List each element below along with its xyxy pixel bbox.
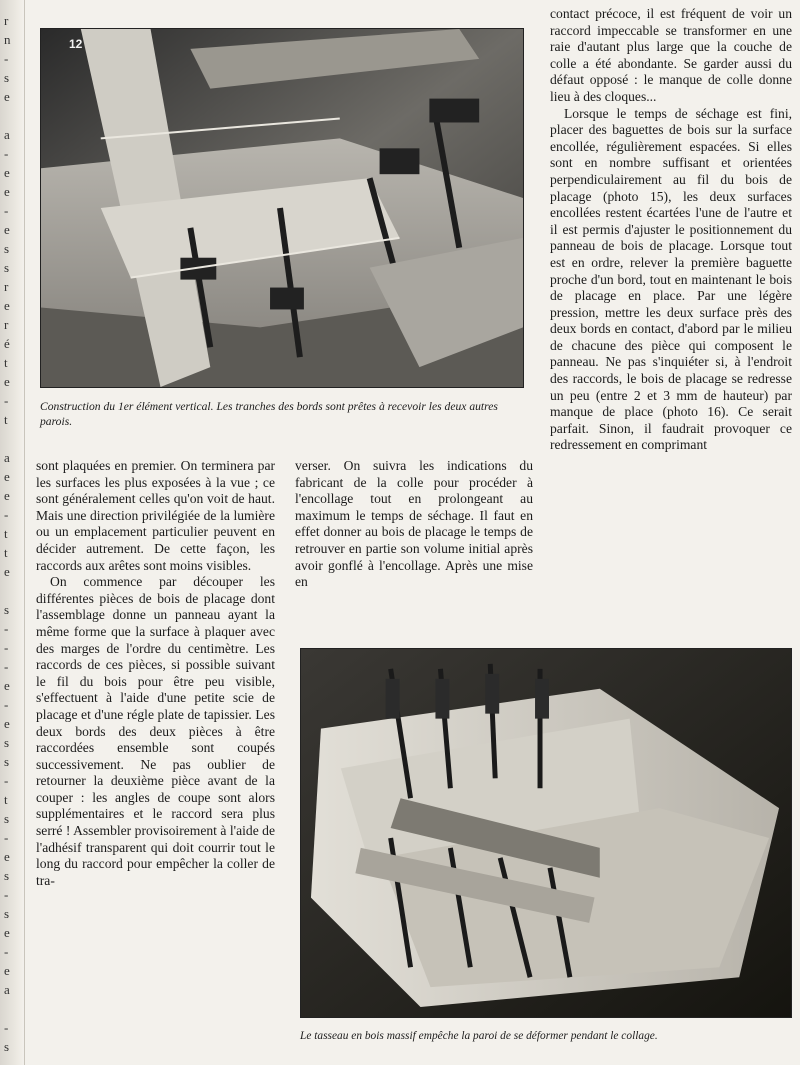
margin-fragment: a [4, 127, 10, 142]
margin-fragment: r [4, 13, 9, 28]
margin-fragment: - [4, 146, 9, 161]
margin-fragment: s [4, 1039, 10, 1054]
margin-fragment: s [4, 735, 10, 750]
margin-fragment: - [4, 887, 9, 902]
paragraph: verser. On suivra les indications du fabricant de la colle pour procéder à l'encollage tout en prolongeant au maximum le temps de séchage. Il faut en effet donner au bois de placage le temps de retrouver en partie son volume initial après avoir gonflé à l'encollage. Après une mise en [295, 458, 533, 590]
margin-fragment: s [4, 868, 10, 883]
margin-fragment: t [4, 545, 8, 560]
margin-fragment: r [4, 279, 9, 294]
margin-fragment: - [4, 203, 9, 218]
margin-fragment: é [4, 336, 10, 351]
margin-fragment: t [4, 355, 8, 370]
margin-fragment: - [4, 659, 9, 674]
photo-batten-clamping [300, 648, 792, 1018]
margin-fragment: - [4, 830, 9, 845]
margin-fragment: e [4, 564, 10, 579]
clamped-box-photo [301, 649, 791, 1017]
margin-fragment: - [4, 944, 9, 959]
margin-fragment: - [4, 621, 9, 636]
margin-fragment: - [4, 51, 9, 66]
paragraph: contact précoce, il est fréquent de voir un raccord impeccable se transformer en une raie d'autant plus large que la couche de colle a été abondante. Se garder aussi du défaut opposé : le manque de colle donne lieu à des cloques... [550, 6, 792, 104]
margin-fragment: e [4, 963, 10, 978]
margin-fragment: r [4, 317, 9, 332]
margin-fragment: - [4, 640, 9, 655]
margin-fragment: - [4, 1020, 9, 1035]
margin-fragment: e [4, 716, 10, 731]
margin-fragment: s [4, 906, 10, 921]
left-page-edge [0, 0, 25, 1065]
margin-fragment: s [4, 241, 10, 256]
margin-fragment: s [4, 754, 10, 769]
paragraph: Lorsque le temps de séchage est fini, placer des baguettes de bois sur la surface encollée, régulièrement espacées. Si elles sont en nombre suffisant et orientées perpendiculairement au fil du bois de placage (photo 15), les deux surfaces encollées restent écartées l'une de l'autre et il est permis d'ajuster le positionnement du panneau de bois de placage. Lorsque tout est en ordre, relever la première baguette proche d'un bord, tout en maintenant le bois de placage en place. Par une légère pression, mettre les deux surface près des deux bords en contact, d'abord par le milieu de chacune des pièce qui composent le panneau. Ne pas s'inquiéter si, à l'endroit des raccords, le bois de placage se redresse un peu (entre 2 et 3 mm de hauteur) par manque de place (photo 16). Ce serait parfait. Sinon, il faudrait provoquer ce redressement en comprimant [550, 105, 792, 453]
margin-fragment: e [4, 89, 10, 104]
column-right-top [550, 6, 792, 454]
margin-fragment: t [4, 792, 8, 807]
margin-fragment: e [4, 298, 10, 313]
margin-fragment: e [4, 222, 10, 237]
photo-first-vertical-element [40, 28, 524, 388]
margin-fragment: e [4, 165, 10, 180]
margin-fragment: e [4, 469, 10, 484]
margin-fragment: n [4, 32, 11, 47]
margin-fragment: s [4, 260, 10, 275]
margin-fragment: - [4, 773, 9, 788]
margin-fragment: e [4, 184, 10, 199]
margin-fragment: e [4, 849, 10, 864]
margin-fragment: t [4, 526, 8, 541]
clamped-panel-photo [41, 29, 523, 387]
photo2-caption: Le tasseau en bois massif empêche la paroi de se déformer pendant le collage. [300, 1030, 658, 1042]
column-left [36, 458, 275, 889]
margin-fragment: s [4, 811, 10, 826]
margin-fragment: e [4, 678, 10, 693]
paragraph: On commence par découper les différentes pièces de bois de placage dont l'assemblage donne un panneau ayant la même forme que la surface à plaquer avec des marges de l'ordre du centimètre. Les raccords de ces pièces, si possible suivant le fil du bois pour être peu visible, s'effectuent à l'aide d'une petite scie de placage et d'une régle plate de tapissier. Les deux bords des deux pièces à être raccordées ensemble sont coupés successivement. Ne pas oublier de retourner la deuxième pièce avant de la couper : les angles de coupe sont alors supplémentaires et le raccord sera plus serré ! Assembler provisoirement à l'aide de l'adhésif transparent qui doit courrir tout le long du raccord pour empêcher la coller de tra- [36, 574, 275, 888]
photo1-caption: Construction du 1er élément vertical. Les tranches des bords sont prêtes à recevoir les deux autres parois. [40, 400, 498, 428]
margin-fragment: - [4, 507, 9, 522]
margin-fragment: a [4, 450, 10, 465]
margin-fragment: s [4, 70, 10, 85]
photo-number: 12 [69, 37, 83, 51]
margin-fragment: a [4, 982, 10, 997]
margin-fragment: e [4, 374, 10, 389]
margin-fragment: e [4, 488, 10, 503]
paragraph: sont plaquées en premier. On terminera par les surfaces les plus exposées à la vue ; ce sont généralement celles qu'on voit de haut. Mais une direction privilégiée de la lumière ou un emplacement particulier peuvent en décider autrement. De cette façon, les raccords aux arêtes sont moins visibles. [36, 458, 275, 573]
margin-fragment: e [4, 925, 10, 940]
margin-fragment: s [4, 602, 10, 617]
margin-fragment: t [4, 412, 8, 427]
margin-fragment: - [4, 393, 9, 408]
margin-fragment: - [4, 697, 9, 712]
column-middle [295, 458, 533, 591]
